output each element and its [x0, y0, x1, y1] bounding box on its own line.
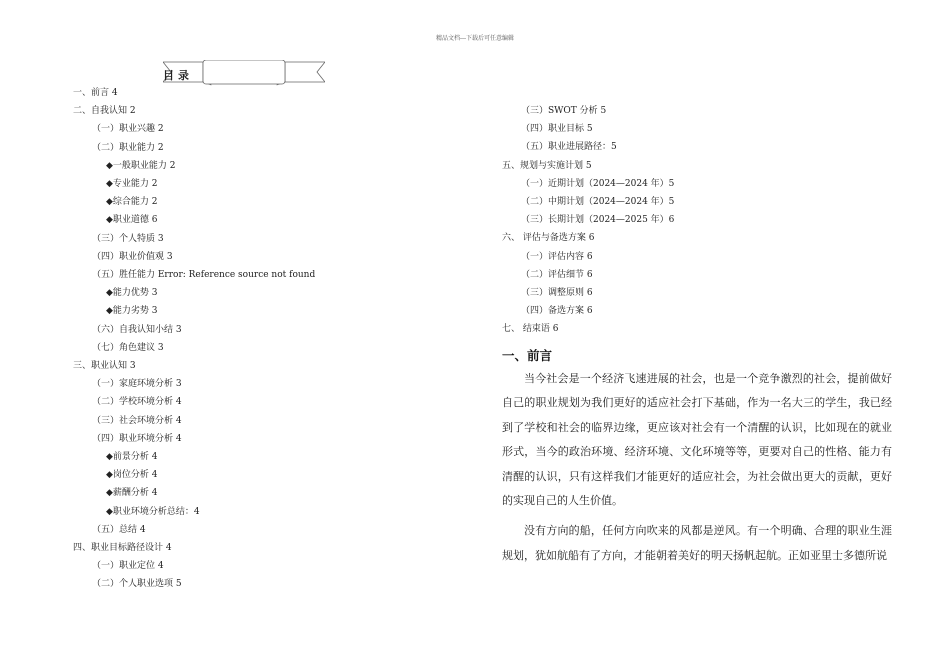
section-heading: 一、前言 — [502, 348, 553, 363]
body-paragraph: 没有方向的船，任何方向吹来的风都是逆风。有一个明确、合理的职业生涯规划，犹如航船有了方向，才能朝着美好的明天扬帆起航。正如亚里士多德所说 — [502, 524, 892, 562]
toc-entry[interactable]: （五）总结 4 — [92, 524, 146, 535]
toc-entry[interactable]: （一）近期计划（2024—2024 年）5 — [521, 178, 675, 189]
toc-entry[interactable]: ◆职业环境分析总结：4 — [106, 506, 200, 517]
toc-entry[interactable]: （三）长期计划（2024—2025 年）6 — [521, 215, 675, 226]
toc-entry[interactable]: （一）评估内容 6 — [521, 251, 593, 262]
toc-entry[interactable]: （七）角色建议 3 — [92, 342, 164, 353]
toc-entry[interactable]: （四）职业环境分析 4 — [92, 433, 182, 444]
toc-entry[interactable]: （三）社会环境分析 4 — [92, 415, 182, 426]
toc-entry[interactable]: 六、 评估与备选方案 6 — [502, 233, 595, 244]
toc-entry[interactable]: ◆职业道德 6 — [106, 215, 158, 226]
toc-entry[interactable]: ◆薪酬分析 4 — [106, 488, 158, 499]
toc-entry[interactable]: （二）个人职业选项 5 — [92, 579, 182, 590]
toc-title: 目录 — [163, 69, 193, 82]
toc-right-column — [502, 102, 902, 339]
toc-entry[interactable]: 七、 结束语 6 — [502, 324, 559, 335]
toc-entry[interactable]: （三）个人特质 3 — [92, 233, 164, 244]
toc-entry[interactable]: （六）自我认知小结 3 — [92, 324, 182, 335]
toc-entry[interactable]: 五、规划与实施计划 5 — [502, 160, 592, 171]
toc-entry[interactable]: （四）备选方案 6 — [521, 306, 593, 317]
toc-entry[interactable]: 二、自我认知 2 — [73, 106, 136, 117]
toc-entry[interactable]: ◆能力劣势 3 — [106, 306, 158, 317]
page-header: 精品文档---下载后可任意编辑 — [435, 35, 515, 42]
toc-entry[interactable]: ◆能力优势 3 — [106, 288, 158, 299]
toc-entry[interactable]: 四、职业目标路径设计 4 — [73, 543, 172, 554]
toc-entry[interactable]: （二）中期计划（2024—2024 年）5 — [521, 197, 675, 208]
toc-entry[interactable]: ◆综合能力 2 — [106, 197, 158, 208]
toc-entry[interactable]: （四）职业价值观 3 — [92, 251, 173, 262]
toc-title-banner — [163, 60, 325, 86]
toc-entry[interactable]: （二）学校环境分析 4 — [92, 397, 182, 408]
toc-entry[interactable]: ◆专业能力 2 — [106, 179, 158, 190]
toc-entry[interactable]: ◆岗位分析 4 — [106, 470, 158, 481]
toc-entry[interactable]: 三、职业认知 3 — [73, 361, 136, 372]
toc-entry[interactable]: （五）胜任能力 Error: Reference source not found — [92, 270, 316, 281]
toc-entry[interactable]: （一）职业兴趣 2 — [92, 124, 164, 135]
toc-entry[interactable]: （一）职业定位 4 — [92, 561, 164, 572]
body-paragraph: 当今社会是一个经济飞速进展的社会，也是一个竞争激烈的社会，提前做好自己的职业规划为我们更好的适应社会打下基础，作为一名大三的学生，我已经到了学校和社会的临界边缘，更应该对社会有一个清醒的认识，比如现在的就业形式，当今的政治环境、经济环境、文化环境等等，更要对自己的性格、能力有清醒的认识，只有这样我们才能更好的适应社会，为社会做出更大的贡献，更好的实现自己的人生价值。 — [502, 372, 892, 508]
toc-entry[interactable]: （五）职业进展路径：5 — [521, 142, 617, 153]
toc-entry[interactable]: （三）调整原则 6 — [521, 288, 593, 299]
toc-entry[interactable]: ◆一般职业能力 2 — [106, 160, 176, 171]
toc-entry[interactable]: （一）家庭环境分析 3 — [92, 379, 182, 390]
toc-entry[interactable]: （二）评估细节 6 — [521, 269, 593, 280]
toc-entry[interactable]: （三）SWOT 分析 5 — [521, 106, 607, 116]
toc-left-column — [73, 84, 453, 594]
toc-entry[interactable]: ◆前景分析 4 — [106, 452, 158, 463]
toc-entry[interactable]: （二）职业能力 2 — [92, 142, 164, 153]
section-body — [502, 367, 892, 574]
toc-entry[interactable]: 一、前言 4 — [73, 88, 118, 98]
toc-entry[interactable]: （四）职业目标 5 — [521, 124, 593, 135]
